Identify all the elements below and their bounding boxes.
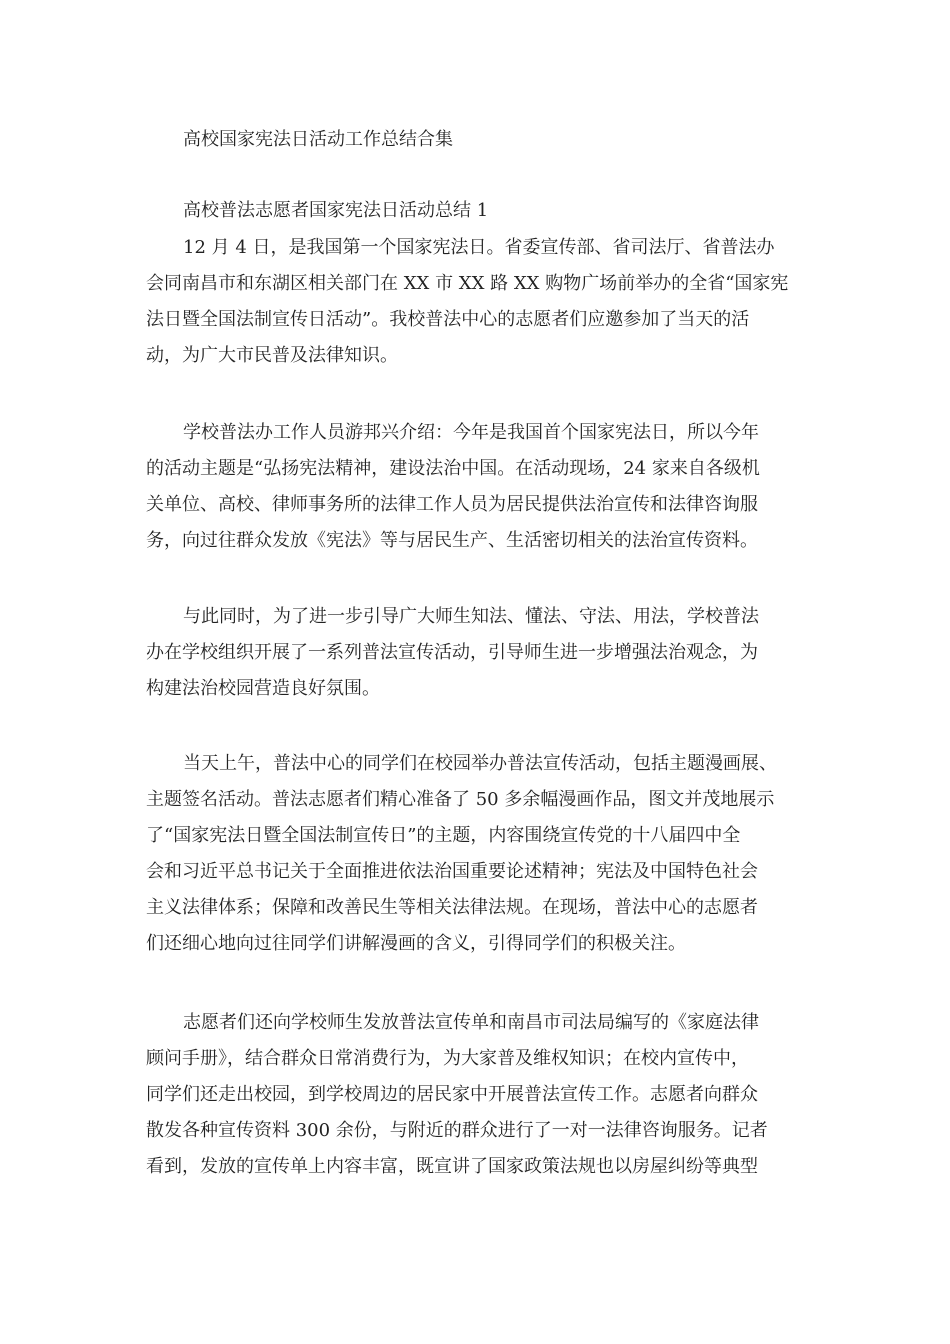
- paragraph-line: 法日暨全国法制宣传日活动”。我校普法中心的志愿者们应邀参加了当天的活: [146, 309, 750, 330]
- paragraph-line: 顾问手册》，结合群众日常消费行为，为大家普及维权知识；在校内宣传中，: [146, 1048, 749, 1069]
- paragraph-4: [146, 746, 836, 962]
- paragraph-5: [146, 1005, 836, 1185]
- paragraph-line: 的活动主题是“弘扬宪法精神，建设法治中国。在活动现场，24 家来自各级机: [146, 458, 760, 479]
- paragraph-line: 构建法治校园营造良好氛围。: [146, 678, 380, 699]
- paragraph-line: 散发各种宣传资料 300 余份，与附近的群众进行了一对一法律咨询服务。记者: [146, 1120, 768, 1141]
- paragraph-line: 学校普法办工作人员游邦兴介绍：今年是我国首个国家宪法日，所以今年: [183, 422, 759, 443]
- paragraph-line: 了“国家宪法日暨全国法制宣传日”的主题，内容围绕宣传党的十八届四中全: [146, 825, 741, 846]
- paragraph-line: 务，向过往群众发放《宪法》等与居民生产、生活密切相关的法治宣传资料。: [146, 530, 758, 551]
- paragraph-line: 志愿者们还向学校师生发放普法宣传单和南昌市司法局编写的《家庭法律: [183, 1012, 759, 1033]
- paragraph-3: [146, 599, 836, 707]
- paragraph-1: [146, 230, 836, 374]
- paragraph-line: 主义法律体系；保障和改善民生等相关法律法规。在现场，普法中心的志愿者: [146, 897, 758, 918]
- paragraph-line: 会和习近平总书记关于全面推进依法治国重要论述精神；宪法及中国特色社会: [146, 861, 758, 882]
- section-title: 高校普法志愿者国家宪法日活动总结 1: [183, 200, 489, 221]
- document-title: 高校国家宪法日活动工作总结合集: [183, 129, 453, 150]
- paragraph-line: 们还细心地向过往同学们讲解漫画的含义，引得同学们的积极关注。: [146, 933, 686, 954]
- paragraph-line: 动，为广大市民普及法律知识。: [146, 345, 398, 366]
- paragraph-line: 与此同时，为了进一步引导广大师生知法、懂法、守法、用法，学校普法: [183, 606, 759, 627]
- paragraph-line: 同学们还走出校园，到学校周边的居民家中开展普法宣传工作。志愿者向群众: [146, 1084, 758, 1105]
- paragraph-line: 办在学校组织开展了一系列普法宣传活动，引导师生进一步增强法治观念，为: [146, 642, 758, 663]
- paragraph-line: 主题签名活动。普法志愿者们精心准备了 50 多余幅漫画作品，图文并茂地展示: [146, 789, 775, 810]
- paragraph-line: 当天上午，普法中心的同学们在校园举办普法宣传活动，包括主题漫画展、: [183, 753, 777, 774]
- paragraph-line: 看到，发放的宣传单上内容丰富，既宣讲了国家政策法规也以房屋纠纷等典型: [146, 1156, 758, 1177]
- paragraph-line: 会同南昌市和东湖区相关部门在 XX 市 XX 路 XX 购物广场前举办的全省“国家宪: [146, 273, 789, 294]
- paragraph-line: 关单位、高校、律师事务所的法律工作人员为居民提供法治宣传和法律咨询服: [146, 494, 758, 515]
- paragraph-line: 12 月 4 日，是我国第一个国家宪法日。省委宣传部、省司法厅、省普法办: [183, 237, 775, 258]
- paragraph-2: [146, 415, 836, 559]
